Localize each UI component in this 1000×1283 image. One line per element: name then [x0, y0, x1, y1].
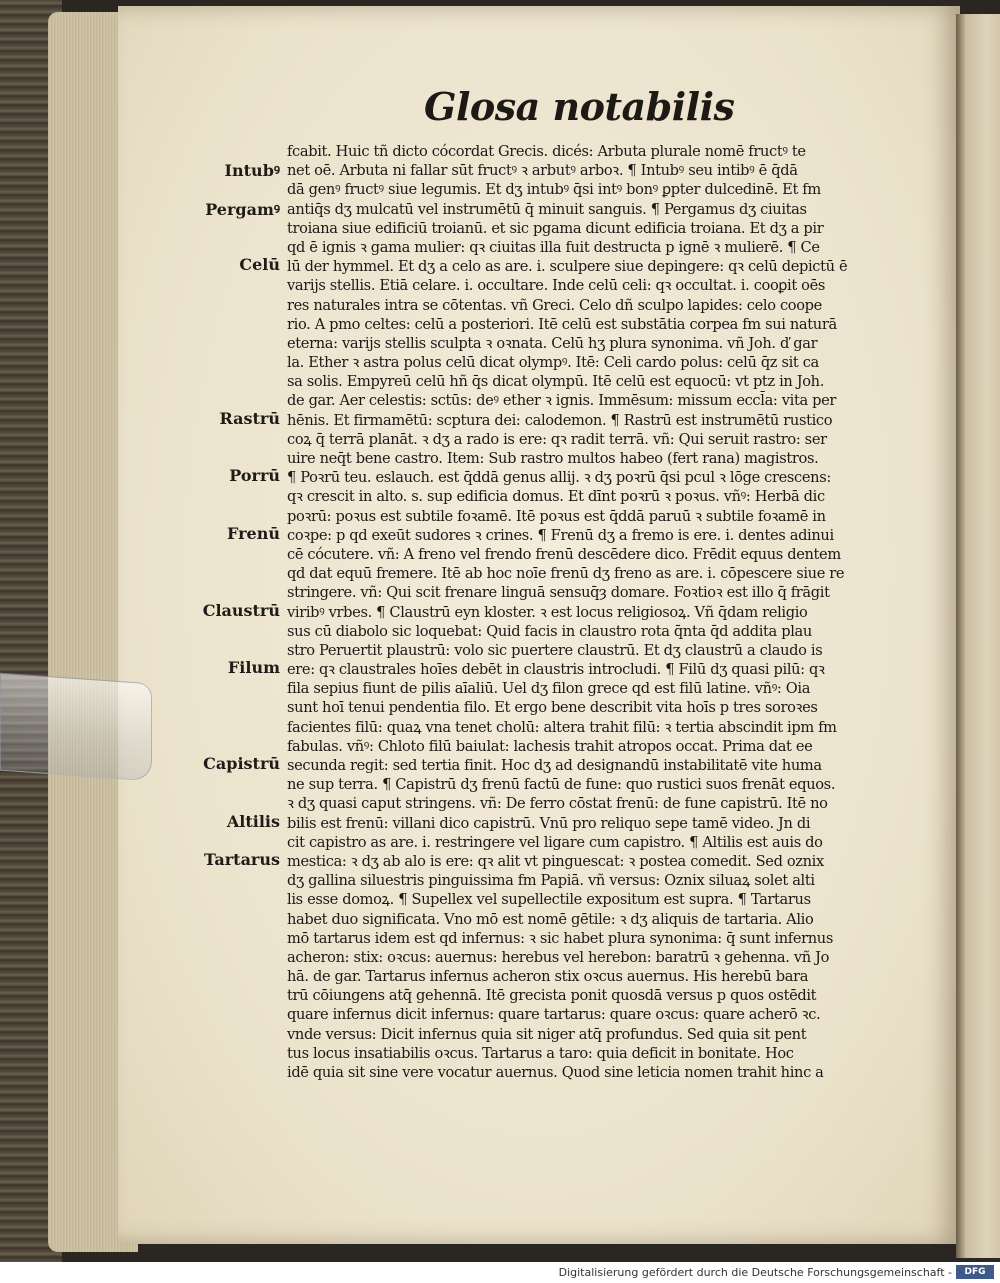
text-line: antiq̄s dʒ mulcatū vel instrumētū q̄ minuit sanguis. ¶ Pergamus dʒ ciuitas: [287, 200, 807, 218]
text-line: mō tartarus idem est qd infernus: ꝛ sic habet plura synonima: q̄ sunt infernus: [287, 929, 833, 947]
text-line: tus locus insatiabilis oꝛcus. Tartarus a taro: quia deficit in bonitate. Hoc: [287, 1044, 794, 1062]
text-line: ere: qꝛ claustrales hoīes debēt in claustris introcludi. ¶ Filū dʒ quasi pilū: qꝛ: [287, 661, 825, 679]
margin-note: Claustrū: [202, 600, 280, 620]
text-line: sunt hoī tenui pendentia filo. Et ergo bene describit vita hoīs p tres soroꝛes: [287, 699, 818, 717]
text-line: lū der hymmel. Et dʒ a celo as are. i. sculpere siue depingere: qꝛ celū depictū ē: [287, 258, 848, 276]
facing-page-edge: [956, 14, 1000, 1258]
text-line: idē quia sit sine vere vocatur auernus. Quod sine leticia nomen trahit hinc a: [287, 1064, 824, 1081]
text-line: de gar. Aer celestis: sctūs: deꝰ ether ꝛ ignis. Immēsum: missum eccl̄a: vita per: [287, 392, 837, 410]
margin-note: Capistrū: [203, 754, 280, 774]
text-line: fabulas. vñꝰ: Chloto filū baiulat: lachesis trahit atropos occat. Prima dat ee: [287, 737, 813, 755]
text-line: sa solis. Empyreū celū hñ q̄s dicat olympū. Itē celū est equocū: vt ptz in Joh.: [287, 373, 825, 391]
text-line: trū cōiungens atq̄ gehennā. Itē grecista ponit quosdā versus p quos ostēdit: [287, 987, 817, 1005]
text-line: lis esse domoꝝ. ¶ Supellex vel supellectile expositum est supra. ¶ Tartarus: [287, 891, 811, 909]
footer-credit: Digitalisierung gefördert durch die Deutsche Forschungsgemeinschaft -: [558, 1266, 952, 1279]
text-line: dʒ gallina siluestris pinguissima fm Papiā. vñ versus: Oznix siluaꝝ solet alti: [287, 872, 815, 890]
margin-note: Filum: [227, 658, 280, 678]
text-line: stringere. vñ: Qui scit frenare linguā sensuq̄ȝ domare. Foꝛtioꝛ est illo q̄ frāgit: [287, 584, 830, 602]
text-line: qꝛ crescit in alto. s. sup edificia domus. Et dīnt poꝛrū ꝛ poꝛus. vñꝰ: Herbā dic: [287, 488, 825, 506]
text-line: stro Peruertit plaustrū: volo sic puertere claustrū. Et dʒ claustrū a claudo is: [287, 641, 823, 659]
text-line: viribꝰ vrbes. ¶ Claustrū eyn kloster. ꝛ est locus religiosoꝝ. Vñ q̄dam religio: [287, 603, 808, 621]
text-line: hā. de gar. Tartarus infernus acheron stix oꝛcus auernus. His herebū bara: [287, 968, 809, 986]
text-line: hēnis. Et firmamētū: scptura dei: calodemon. ¶ Rastrū est instrumētū rustico: [287, 411, 833, 429]
text-line: fcabit. Huic tñ dicto cócordat Grecis. dicés: Arbuta plurale nomē fructꝰ te: [287, 143, 806, 160]
dfg-logo: DFG: [956, 1265, 994, 1279]
text-line: ¶ Poꝛrū teu. eslauch. est q̄ddā genus allij. ꝛ dʒ poꝛrū q̄si pcul ꝛ lōge crescens:: [287, 469, 831, 487]
text-line: net oē. Arbuta ni fallar sūt fructꝰ ꝛ arbutꝰ arboꝛ. ¶ Intubꝰ seu intibꝰ ē q̄dā: [287, 162, 798, 180]
margin-note: Altilis: [226, 812, 280, 831]
text-line: secunda regit: sed tertia finit. Hoc dʒ ad designandū instabilitatē vite huma: [287, 757, 822, 774]
text-line: fila sepius fiunt de pilis aīaliū. Uel dʒ filon grece qd est filū latine. vñꝰ: Oia: [287, 680, 811, 698]
text-line: qd ē ignis ꝛ gama mulier: qꝛ ciuitas illa fuit destructa p ignē ꝛ mulierē. ¶ Ce: [287, 238, 820, 256]
page-title: Glosa notabilis: [424, 84, 735, 129]
text-block: [287, 142, 907, 1082]
text-line: facientes filū: quaꝝ vna tenet cholū: altera trahit filū: ꝛ tertia abscindit ipm fm: [287, 718, 837, 736]
text-line: sus cū diabolo sic loquebat: Quid facis in claustro rota q̄nta q̄d addita plau: [287, 622, 812, 640]
text-line: coꝝ q̄ terrā planāt. ꝛ dʒ a rado is ere: qꝛ radit terrā. vñ: Qui seruit rastro: ser: [287, 430, 827, 448]
text-line: qd dat equū fremere. Itē ab hoc noīe frenū dʒ freno as are. i. cōpescere siue re: [287, 565, 845, 583]
text-line: ne sup terra. ¶ Capistrū dʒ frenū factū de fune: quo rustici suos frenāt equos.: [287, 776, 836, 794]
text-line: dā genꝰ fructꝰ siue legumis. Et dʒ intubꝰ q̄si intꝰ bonꝰ ꝑpter dulcedinē. Et fm: [287, 181, 821, 199]
text-line: cit capistro as are. i. restringere vel ligare cum capistro. ¶ Altilis est auis do: [287, 833, 823, 851]
text-line: quare infernus dicit infernus: quare tartarus: quare oꝛcus: quare acherō ꝛc.: [287, 1006, 821, 1024]
margin-note: Pergamꝰ: [205, 199, 280, 219]
text-line: res naturales intra se cōtentas. vñ Greci. Celo dñ sculpo lapides: celo coope: [287, 296, 822, 314]
text-line: la. Ether ꝛ astra polus celū dicat olympꝰ. Itē: Celi cardo polus: celū q̄z sit ca: [287, 354, 819, 372]
text-line: vnde versus: Dicit infernus quia sit niger atq̄ profundus. Sed quia sit pent: [287, 1025, 807, 1043]
text-line: poꝛrū: poꝛus est subtile foꝛamē. Itē poꝛus est q̄ddā paruū ꝛ subtile foꝛamē in: [287, 507, 826, 525]
footer-bar: [0, 1262, 1000, 1283]
text-line: ꝛ dʒ quasi caput stringens. vñ: De ferro cōstat frenū: de fune capistrū. Itē no: [287, 795, 828, 813]
margin-note: Intubꝰ: [224, 161, 280, 181]
text-line: mestica: ꝛ dʒ ab alo is ere: qꝛ alit vt pinguescat: ꝛ postea comedit. Sed oznix: [287, 852, 824, 870]
text-line: habet duo significata. Vno mō est nomē gētile: ꝛ dʒ aliquis de tartaria. Alio: [287, 910, 814, 928]
margin-note: Porrū: [229, 466, 280, 486]
text-line: troiana siue edificiū troianū. et sic pgama dicunt edificia troiana. Et dʒ a pir: [287, 219, 824, 237]
margin-note: Tartarus: [204, 850, 280, 870]
margin-note: Rastrū: [219, 408, 280, 428]
text-line: varijs stellis. Etiā celare. i. occultare. Inde celū celi: qꝛ occultat. i. cooꝑit oēs: [287, 277, 825, 295]
text-line: rio. A pmo celtes: celū a posteriori. Itē celū est substātia corpea fm sui naturā: [287, 315, 837, 333]
text-line: bilis est frenū: villani dico capistrū. Vnū pro reliquo sepe tamē video. Jn di: [287, 814, 811, 832]
margin-note: Frenū: [227, 524, 280, 543]
text-line: cē cócutere. vñ: A freno vel frendo frenū descēdere dico. Frēdit equus dentem: [287, 545, 841, 563]
text-line: acheron: stix: oꝛcus: auernus: herebus vel herebon: baratrū ꝛ gehenna. vñ Jo: [287, 948, 830, 966]
margin-note: Celū: [239, 255, 280, 275]
text-line: eterna: varijs stellis sculpta ꝛ oꝛnata. Celū hʒ plura synonima. vñ Joh. ď gar: [287, 334, 818, 352]
transparent-bookmark-strip: [0, 673, 152, 782]
text-line: coꝛpe: p qd exeūt sudores ꝛ crines. ¶ Frenū dʒ a fremo is ere. i. dentes adinui: [287, 526, 834, 544]
text-line: uire neq̄t bene castro. Item: Sub rastro multos habeo (fert rana) magistros.: [287, 450, 819, 467]
